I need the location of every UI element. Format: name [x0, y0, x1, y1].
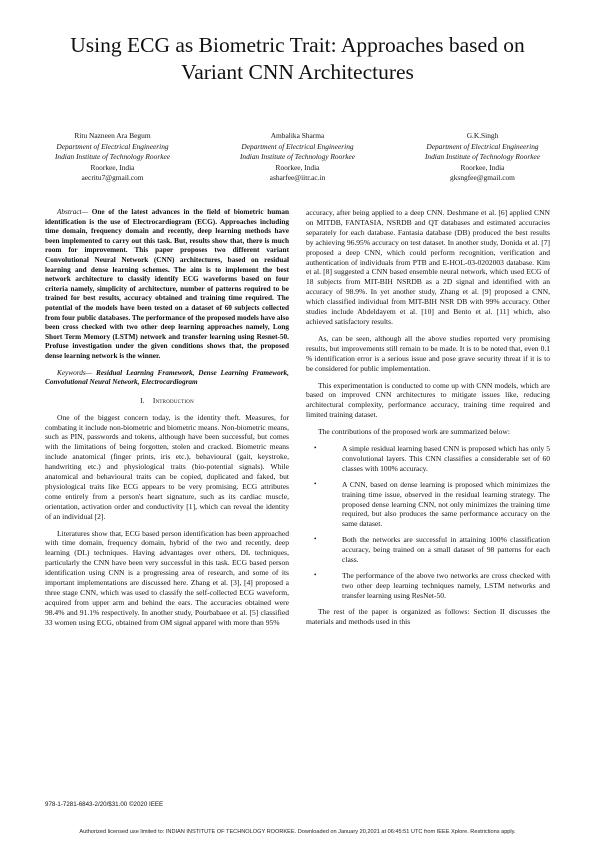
author-department: Department of Electrical Engineering — [426, 141, 539, 151]
author-city: Roorkee, India — [460, 162, 505, 172]
keywords-text: Residual Learning Framework, Dense Learning Framework, Convolutional Neural Network, Electrocardiogram — [45, 368, 289, 387]
author-block — [20, 131, 575, 184]
bullet-icon: • — [314, 535, 317, 544]
author-3 — [390, 131, 575, 184]
author-city: Roorkee, India — [90, 162, 135, 172]
section-number: I. — [140, 395, 145, 405]
list-item-text: A simple residual learning based CNN is proposed which has only 5 convolutional layers. This CNN classifies a considerable set of 60 classes with 100% accuracy. — [342, 444, 550, 473]
author-department: Department of Electrical Engineering — [56, 141, 169, 151]
right-column — [306, 208, 550, 634]
author-email: asharfee@iitr.ac.in — [269, 173, 326, 183]
list-item — [314, 535, 550, 565]
author-1 — [20, 131, 205, 184]
closing-paragraph: The rest of the paper is organized as follows: Section II discusses the materials and methods used in this — [306, 606, 550, 626]
section-heading-introduction — [45, 396, 289, 406]
list-item-text: A CNN, based on dense learning is proposed which minimizes the training time issue, observed in the residual learning strategy. The proposed dense learning CNN, not only minimizes the training time required, but also produces the same performance accuracy on the same dataset. — [342, 479, 550, 529]
body-paragraph: As, can be seen, although all the above studies reported very promising results, but improvements still remain to be made. It is to be noted that, even 0.1 % identification error is a serious issue and pose grave security threat if it is to be considered for public implementation. — [306, 333, 550, 373]
body-paragraph: This experimentation is conducted to come up with CNN models, which are based on improved CNN architectures to mitigate issues like, reducing architectural complexity, performance accuracy, training time required and limited training dataset. — [306, 380, 550, 420]
list-item — [314, 571, 550, 601]
author-city: Roorkee, India — [275, 162, 320, 172]
author-institute: Indian Institute of Technology Roorkee — [239, 152, 356, 162]
paper-title: Using ECG as Biometric Trait: Approaches based on Variant CNN Architectures — [70, 33, 525, 84]
copyright-footer: 978-1-7281-6843-2/20/$31.00 ©2020 IEEE — [45, 801, 164, 808]
author-name: Ambalika Sharma — [270, 131, 325, 140]
list-item-text: Both the networks are successful in attaining 100% classification accuracy, being trained on a small dataset of 98 patterns for each class. — [342, 535, 550, 565]
bullet-icon: • — [314, 444, 317, 453]
author-2 — [205, 131, 390, 184]
body-paragraph-continued: accuracy, after being applied to a deep CNN. Deshmane et al. [6] applied CNN on MITDB, FANTASIA, NSRDB and QT databases and estimated accuracies separately for each database. Fantasia database (DB) produced the best results by achieving 96.95% accuracy on test dataset. In another study, Donida et al. [7] proposed a deep CNN, which could perform recognition, verification and authentication of individuals from PTB and E-HOL-03-0202003 database. Kim et al. [8] suggested a CNN based ensemble neural network, which used ECG of 18 subjects from MIT-BIH NSRDB as a 2D signal and identified with an accuracy of 98.9%. In yet another study, Zhang et al. [9] proposed a CNN, which classified individual from MIT-BIH NSR DB with 99% accuracy. Other studies include Abdeldayem et al. [10] and Bento et al. [11] which, also achieved satisfactory results. — [306, 208, 550, 326]
intro-paragraph-1: One of the biggest concern today, is the identity theft. Measures, for combating it include non-biometric and biometric means. Non-biometric means, such as PIN, passwords and tokens, although have been successful, but comes with the limitations of being forgotten, stolen and cracked. Biometric means include anatomical (finger prints, iris etc.), behavioural (gait, keystroke, handwriting etc.) and physiological traits (bio-potential signals). While anatomical and behavioural traits can be copied, duplicated and faked, but physiological traits like ECG appears to be very promising. ECG attributes come entirely from a person's heart signature, such as its cardiac muscle, orientation, activation order and conductivity [1], which can reveal the identity of an individual [2]. — [45, 412, 289, 521]
intro-paragraph-2: Literatures show that, ECG based person identification has been approached with time domain, frequency domain, hybrid of the two and recently, deep learning (DL) techniques. Having advantages over others, DL techniques, particularly the CNN have been very successful in this task. ECG based person identification using CNN is a progressing area of research, and some of its important implementations are discussed here. Zhang et al. [3], [4] proposed a three stage CNN, which was used to classify the self-collected ECG waveform, acquired from upper arm and behind the ears. The accuracies obtained were 98.4% and 91.1% respectively. In another study, Pourbabaee et al. [5] classified 33 women using ECG, obtained from OM signal apparel with more than 95% — [45, 528, 289, 627]
license-note: Authorized licensed use limited to: INDIAN INSTITUTE OF TECHNOLOGY ROORKEE. Downloaded on January 20,2021 at 06:45:51 UTC from IEEE Xplore. Restrictions apply. — [79, 829, 516, 835]
abstract-text: One of the latest advances in the field of biometric human identification is the use of Electrocardiogram (ECG). Approaches including time domain, frequency domain and recently, deep learning methods have been implemented to carry out this task. But, results show that, there is much room for improvement. This paper proposes two different variant Convolutional Neural Network (CNN) architectures, based on residual learning and dense learning schemes. The aim is to implement the best network architecture to classify identify ECG waveforms based on four criteria namely, simplicity of architecture, number of patterns required to be trained for best results, accuracy obtained and training time required. The potential of the models have been tested on a dataset of 60 subjects collected from four public databases. The performance of the proposed models have also been cross checked with two other deep learning approaches namely, Long Short Term Memory (LSTM) network and transfer learning using Resnet-50. Profuse investigation under the given conditions shows that, the proposed dense learning network is the winner. — [45, 208, 289, 360]
bullet-icon: • — [314, 571, 317, 579]
author-institute: Indian Institute of Technology Roorkee — [424, 152, 541, 162]
author-institute: Indian Institute of Technology Roorkee — [54, 152, 171, 162]
list-item — [314, 479, 550, 530]
section-title: Introduction — [152, 395, 194, 405]
author-department: Department of Electrical Engineering — [241, 141, 354, 151]
keywords — [45, 369, 289, 388]
abstract-lead: Abstract— — [57, 208, 89, 216]
keywords-lead: Keywords— — [57, 368, 93, 377]
list-item — [314, 444, 550, 474]
abstract — [45, 208, 289, 362]
author-name: G.K.Singh — [466, 131, 499, 140]
left-column — [45, 208, 289, 635]
bullet-icon: • — [314, 479, 317, 488]
author-email: aecritu7@gmail.com — [81, 173, 144, 183]
body-paragraph: The contributions of the proposed work are summarized below: — [318, 427, 510, 437]
author-name: Ritu Nazneen Ara Begum — [74, 131, 151, 140]
contributions-list — [306, 444, 550, 601]
list-item-text: The performance of the above two networks are cross checked with two other deep learning techniques namely, LSTM networks and transfer learning using ResNet-50. — [342, 571, 550, 600]
author-email: gksngfee@gmail.com — [450, 173, 515, 183]
